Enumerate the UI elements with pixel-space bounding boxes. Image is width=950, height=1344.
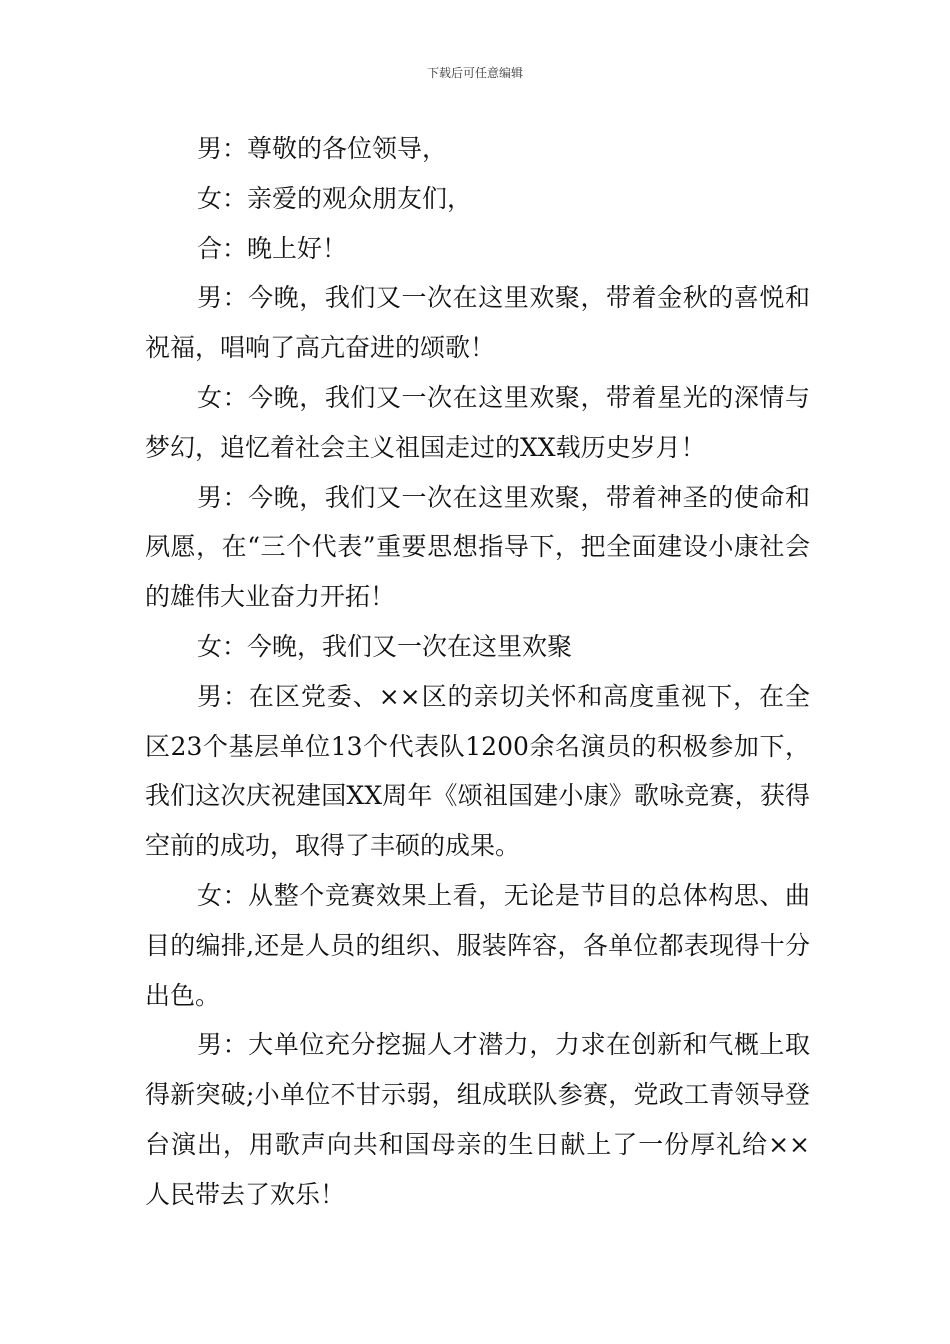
paragraph-8: 男：在区党委、××区的亲切关怀和高度重视下，在全区23个基层单位13个代表队1200余名演员的积极参加下，我们这次庆祝建国XX周年《颂祖国建小康》歌咏竞赛，获得空前的成功，取得了丰硕的成果。 — [145, 681, 810, 861]
document-body — [145, 124, 810, 1220]
page-header: 下载后可任意编辑 — [426, 66, 523, 80]
paragraph-10: 男：大单位充分挖掘人才潜力，力求在创新和气概上取得新突破;小单位不甘示弱，组成联队参赛，党政工青领导登台演出，用歌声向共和国母亲的生日献上了一份厚礼给××人民带去了欢乐！ — [145, 1030, 810, 1209]
paragraph-1: 男：尊敬的各位领导， — [197, 134, 448, 163]
paragraph-2: 女：亲爱的观众朋友们， — [197, 183, 473, 213]
paragraph-3: 合：晚上好！ — [197, 233, 348, 263]
paragraph-4: 男：今晚，我们又一次在这里欢聚，带着金秋的喜悦和祝福，唱响了高亢奋进的颂歌！ — [145, 283, 810, 363]
paragraph-6: 男：今晚，我们又一次在这里欢聚，带着神圣的使命和夙愿，在“三个代表”重要思想指导下，把全面建设小康社会的雄伟大业奋力开拓！ — [145, 482, 810, 612]
paragraph-7: 女：今晚，我们又一次在这里欢聚 — [197, 631, 573, 661]
paragraph-5: 女：今晚，我们又一次在这里欢聚，带着星光的深情与梦幻，追忆着社会主义祖国走过的XX载历史岁月！ — [145, 382, 810, 462]
paragraph-9: 女：从整个竞赛效果上看，无论是节目的总体构思、曲目的编排,还是人员的组织、服装阵容，各单位都表现得十分出色。 — [145, 880, 810, 1010]
